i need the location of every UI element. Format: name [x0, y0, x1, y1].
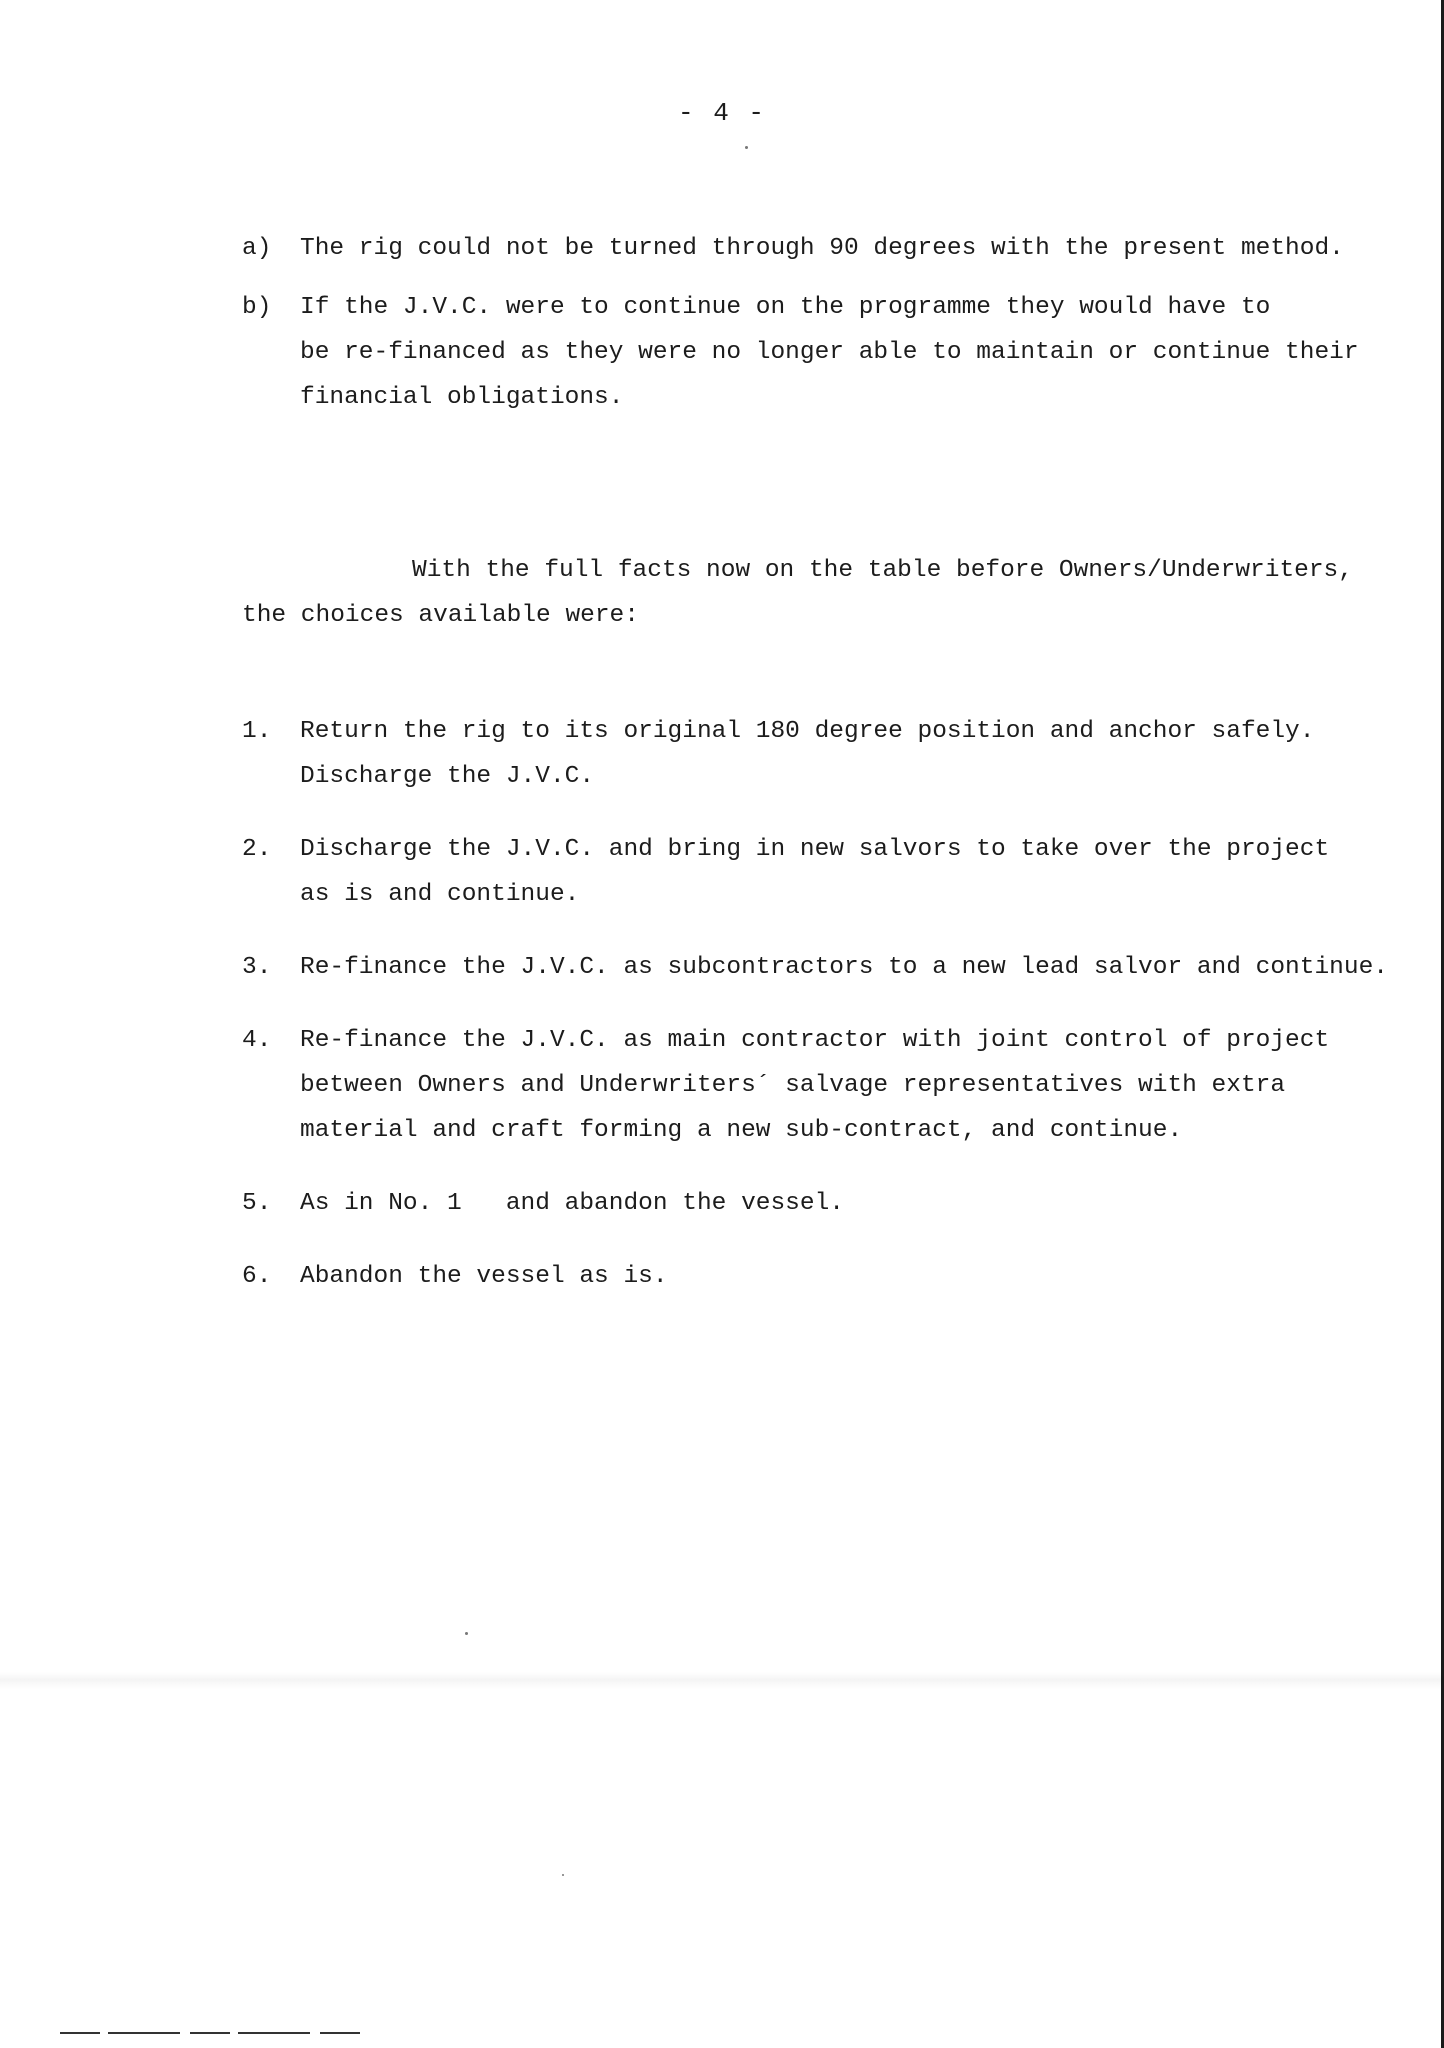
page-number: - 4 -	[677, 98, 766, 128]
list-text-line: The rig could not be turned through 90 degrees with the present method.	[300, 235, 1344, 262]
choice-marker: 4.	[242, 1027, 272, 1054]
choice-text-line: between Owners and Underwriters´ salvage representatives with extra	[300, 1072, 1286, 1099]
list-text-line: be re-financed as they were no longer able to maintain or continue their	[300, 339, 1359, 366]
choice-text-line: Discharge the J.V.C.	[300, 763, 595, 790]
choice-text-line: material and craft forming a new sub-contract, and continue.	[300, 1117, 1183, 1144]
choice-text-line: Re-finance the J.V.C. as main contractor with joint control of project	[300, 1027, 1330, 1054]
paragraph-line: With the full facts now on the table before Owners/Underwriters,	[412, 557, 1353, 584]
choice-text-line: As in No. 1 and abandon the vessel.	[300, 1190, 844, 1217]
paper-fold-shadow	[0, 1672, 1444, 1690]
choice-marker: 1.	[242, 718, 272, 745]
choice-marker: 2.	[242, 836, 272, 863]
choice-text-line: Abandon the vessel as is.	[300, 1263, 668, 1290]
list-marker: b)	[242, 294, 272, 321]
choice-marker: 3.	[242, 954, 272, 981]
scan-edge-strip	[60, 2032, 360, 2034]
choice-marker: 5.	[242, 1190, 272, 1217]
choice-marker: 6.	[242, 1263, 272, 1290]
list-text-line: financial obligations.	[300, 384, 624, 411]
list-text-line: If the J.V.C. were to continue on the programme they would have to	[300, 294, 1271, 321]
choice-text-line: Re-finance the J.V.C. as subcontractors to a new lead salvor and continue.	[300, 954, 1388, 981]
list-marker: a)	[242, 235, 272, 262]
paragraph-line: the choices available were:	[242, 602, 639, 629]
choice-text-line: Discharge the J.V.C. and bring in new salvors to take over the project	[300, 836, 1330, 863]
choice-text-line: as is and continue.	[300, 881, 580, 908]
scan-speck	[745, 146, 748, 149]
scan-speck	[562, 1874, 564, 1876]
choice-text-line: Return the rig to its original 180 degree position and anchor safely.	[300, 718, 1315, 745]
scan-speck	[465, 1632, 468, 1635]
